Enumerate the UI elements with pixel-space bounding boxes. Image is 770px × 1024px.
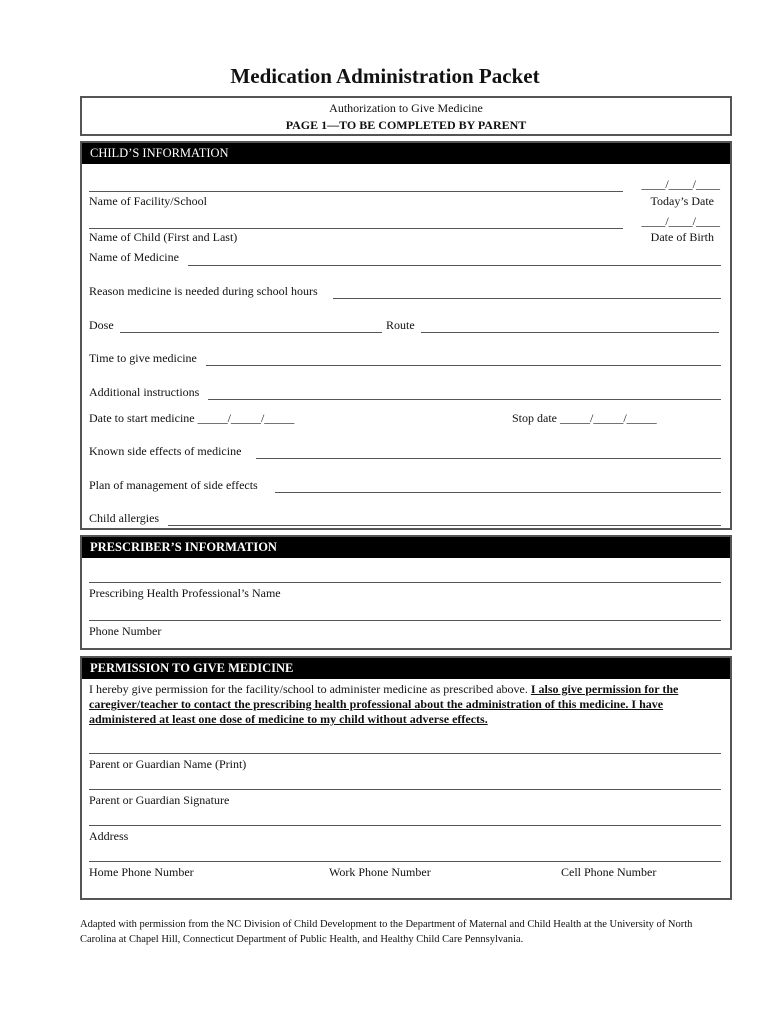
page-instruction: PAGE 1—TO BE COMPLETED BY PARENT bbox=[285, 118, 527, 132]
prescriber-name-label: Prescribing Health Professional’s Name bbox=[89, 586, 281, 600]
signature-line[interactable] bbox=[89, 789, 721, 790]
date-of-birth-label: Date of Birth bbox=[650, 230, 714, 244]
address-line[interactable] bbox=[89, 825, 721, 826]
address-label: Address bbox=[89, 829, 129, 843]
phone-numbers-line[interactable] bbox=[89, 861, 721, 862]
facility-name-label: Name of Facility/School bbox=[89, 194, 207, 208]
time-line[interactable] bbox=[206, 365, 721, 366]
route-label: Route bbox=[386, 318, 415, 332]
permission-bold-text: I also give permission for the caregiver/teacher to contact the prescribing health professional about the administration of this medicine. I have administered at least one dose of medicine to my child without adverse effects. bbox=[89, 682, 679, 726]
home-phone-label: Home Phone Number bbox=[89, 865, 194, 879]
side-effects-label: Known side effects of medicine bbox=[89, 444, 242, 458]
prescriber-phone-line[interactable] bbox=[89, 620, 721, 621]
page-title: Medication Administration Packet bbox=[230, 64, 540, 88]
parent-name-label: Parent or Guardian Name (Print) bbox=[89, 757, 247, 771]
medicine-name-label: Name of Medicine bbox=[89, 250, 179, 264]
facility-name-line[interactable] bbox=[89, 191, 623, 192]
attribution-footnote: Adapted with permission from the NC Division of Child Development to the Department of Maternal and Child Health at the University of North Carolina at Chapel Hill, Connecticut Department of Public Health, and Healthy Child Care Pennsylvania. bbox=[80, 919, 693, 945]
permission-header: PERMISSION TO GIVE MEDICINE bbox=[82, 658, 730, 679]
authorization-subtitle: Authorization to Give Medicine bbox=[329, 101, 483, 115]
child-name-label: Name of Child (First and Last) bbox=[89, 230, 238, 244]
stop-date-field[interactable]: Stop date _____/_____/_____ bbox=[512, 411, 657, 425]
prescriber-name-line[interactable] bbox=[89, 582, 721, 583]
start-date-field[interactable]: Date to start medicine _____/_____/_____ bbox=[89, 411, 295, 425]
authorization-box bbox=[80, 96, 732, 136]
prescriber-information-header: PRESCRIBER’S INFORMATION bbox=[82, 537, 730, 558]
permission-section bbox=[80, 656, 732, 900]
work-phone-label: Work Phone Number bbox=[329, 865, 431, 879]
additional-instructions-label: Additional instructions bbox=[89, 385, 200, 399]
child-name-line[interactable] bbox=[89, 228, 623, 229]
date-of-birth-blank[interactable]: ____/____/____ bbox=[641, 214, 720, 228]
permission-plain-text: I hereby give permission for the facility/school to administer medicine as prescribed above. bbox=[89, 682, 528, 696]
cell-phone-label: Cell Phone Number bbox=[561, 865, 657, 879]
allergies-line[interactable] bbox=[168, 525, 721, 526]
side-effects-line[interactable] bbox=[256, 458, 721, 459]
allergies-label: Child allergies bbox=[89, 511, 160, 525]
reason-line[interactable] bbox=[333, 298, 721, 299]
dose-label: Dose bbox=[89, 318, 114, 332]
parent-name-line[interactable] bbox=[89, 753, 721, 754]
child-information-header: CHILD’S INFORMATION bbox=[82, 143, 730, 164]
dose-line[interactable] bbox=[120, 332, 382, 333]
medicine-name-line[interactable] bbox=[188, 265, 721, 266]
additional-instructions-line[interactable] bbox=[208, 399, 721, 400]
signature-label: Parent or Guardian Signature bbox=[89, 793, 230, 807]
todays-date-label: Today’s Date bbox=[650, 194, 714, 208]
time-label: Time to give medicine bbox=[89, 351, 197, 365]
route-line[interactable] bbox=[421, 332, 719, 333]
reason-label: Reason medicine is needed during school hours bbox=[89, 284, 318, 298]
side-effects-plan-label: Plan of management of side effects bbox=[89, 478, 258, 492]
permission-statement bbox=[89, 682, 720, 727]
prescriber-phone-label: Phone Number bbox=[89, 624, 162, 638]
side-effects-plan-line[interactable] bbox=[275, 492, 721, 493]
child-information-section bbox=[80, 141, 732, 530]
todays-date-blank[interactable]: ____/____/____ bbox=[641, 177, 720, 191]
prescriber-information-section bbox=[80, 535, 732, 650]
